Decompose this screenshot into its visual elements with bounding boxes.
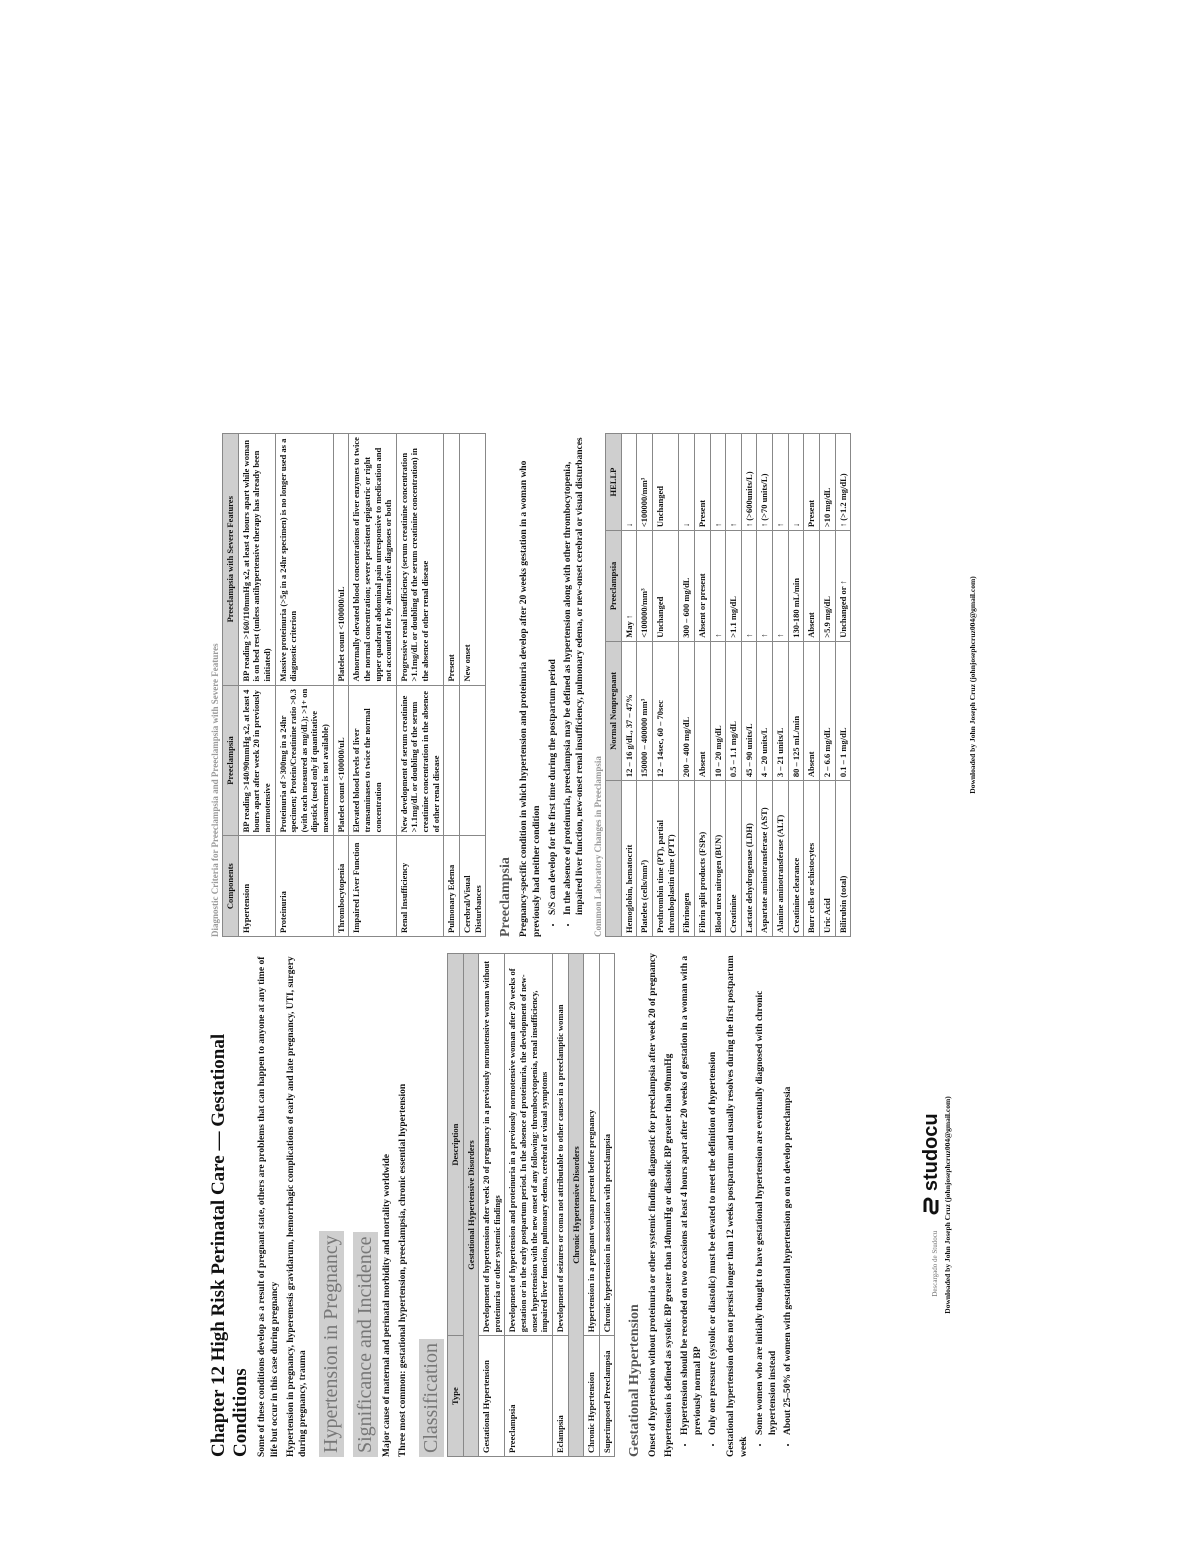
brand-name: studocu [920, 1113, 942, 1192]
cell: Progressive renal insufficiency (serum creatinine concentration >1.1mg/dL or doubling of the serum creatinine concentration) in the absence of other renal disease [396, 434, 444, 686]
table-header: Type [447, 1336, 463, 1457]
cell: 12 – 16 g/dL, 37 – 47% [621, 641, 637, 780]
heading-preeclampsia: Preeclampsia [498, 857, 514, 937]
cell: Platelet count <100000/uL [333, 434, 349, 686]
table-row [757, 434, 773, 937]
gh-bullets [679, 953, 719, 1457]
cell: ↑ [726, 434, 742, 531]
cell: Cerebral/Visual Disturbances [459, 836, 485, 937]
table-row [694, 434, 710, 937]
cell-type: Gestational Hypertension [479, 1336, 505, 1457]
cell: 0.5 – 1.1 mg/dL [726, 641, 742, 780]
cell: >1.1 mg/dL [726, 531, 742, 642]
table-caption-lab: Common Laboratory Changes in Preeclampsia [593, 756, 604, 937]
cell-type: Eclampsia [552, 1336, 568, 1457]
table-row [479, 954, 505, 1457]
cell: Uric Acid [819, 781, 835, 937]
cell: 150000 – 400000 mm³ [637, 641, 653, 780]
cell: Alanine aminotransferase (ALT) [773, 781, 789, 937]
cell-desc: Development of seizures or coma not attributable to other causes in a preeclamptic woman [552, 954, 568, 1336]
cell: Proteinuria [275, 836, 333, 937]
table-group: Chronic Hypertensive Disorders [568, 954, 584, 1457]
cell: ↑ [710, 531, 726, 642]
cell-type: Superimposed Preeclampsia [599, 1336, 615, 1457]
table-row [349, 434, 397, 937]
cell: ↑ (>70 units/L) [757, 434, 773, 531]
cell: ↓ [679, 434, 695, 531]
table-row [710, 434, 726, 937]
cell: Lactate dehydrogenase (LDH) [741, 781, 757, 937]
table-row [275, 434, 333, 937]
download-credit: Downloaded by John Joseph Cruz (johnjosephcruz004@gmail.com) [943, 1096, 952, 1314]
table-row [505, 954, 553, 1457]
cell: Impaired Liver Function [349, 836, 397, 937]
cell: Fibrinogen [679, 781, 695, 937]
heading-gestational-hypertension: Gestational Hypertension [627, 1304, 643, 1457]
page-footer-right [968, 425, 977, 945]
table-row [238, 434, 275, 937]
footer-note: Descargado de Studocu [931, 1230, 939, 1297]
cell: Proteinuria of >300mg in a 24hr specimen; Protein/Creatinine ratio >0.3 (with each measured as mg/dL); >1+ on dipstick (used only if quantitative measurement is not available) [275, 685, 333, 836]
cell-desc: Chronic hypertension in association with preeclampsia [599, 954, 615, 1336]
cell-desc: Hypertension in a pregnant woman present before pregnancy [584, 954, 600, 1336]
cell: Massive proteinuria (>5g in a 24hr specimen) is no longer used as a diagnostic criterion [275, 434, 333, 686]
table-row [773, 434, 789, 937]
cell: Unchanged [653, 434, 679, 531]
cell: >10 mg/dL [819, 434, 835, 531]
cell: Elevated blood levels of liver transaminases to twice the normal concentration [349, 685, 397, 836]
table-row [599, 954, 615, 1457]
cell: Hemoglobin, hematocrit [621, 781, 637, 937]
table-row [333, 434, 349, 937]
cell: Bilirubin (total) [835, 781, 851, 937]
lab-table-body [621, 434, 850, 937]
table-row [621, 434, 637, 937]
section-heading-significance: Significance and Incidence [353, 1232, 378, 1457]
section-heading-classification: Classification [419, 1339, 444, 1457]
list-item: • Some women who are initially thought to have gestational hypertension are eventually diagnosed with chronic hypertension instead [754, 953, 780, 1435]
cell: Fibrin split products (FSPs) [694, 781, 710, 937]
cell: 130-180 mL/min [788, 531, 804, 642]
cell-type: Preeclampsia [505, 1336, 553, 1457]
cell: 0.1 – 1 mg/dL [835, 641, 851, 780]
cell: ↑ [757, 531, 773, 642]
table-header: Preeclampsia with Severe Features [223, 434, 239, 686]
cell: ↓ [788, 434, 804, 531]
page-right [208, 425, 1008, 945]
cell: Present [694, 434, 710, 531]
table-header: Preeclampsia [606, 531, 622, 642]
table-row [741, 434, 757, 937]
table-row [788, 434, 804, 937]
cell: 45 – 90 units/L [741, 641, 757, 780]
cell: <100000/mm³ [637, 531, 653, 642]
table-row [653, 434, 679, 937]
pe-paragraph: Pregnancy-specific condition in which hypertension and proteinuria develop after 20 weeks gestation in a woman who previously had neither condition [519, 460, 542, 937]
cell: ↑ [710, 434, 726, 531]
cell: Renal Insufficiency [396, 836, 444, 937]
cell: May ↑ [621, 531, 637, 642]
cell: Present [804, 434, 820, 531]
section-heading-hypertension: Hypertension in Pregnancy [319, 1231, 344, 1457]
rotated-spread [208, 425, 1008, 1465]
table-row [804, 434, 820, 937]
cell: Blood urea nitrogen (BUN) [710, 781, 726, 937]
table-row [637, 434, 653, 937]
cell-type: Chronic Hypertension [584, 1336, 600, 1457]
lab-table [605, 433, 851, 937]
table-row [835, 434, 851, 937]
table-group: Gestational Hypertensive Disorders [463, 954, 479, 1457]
gh-paragraph: Hypertension is defined as systolic BP greater than 140mmHg or diastolic BP greater than 90mmHg [664, 1053, 675, 1457]
table-row [552, 954, 568, 1457]
cell [459, 685, 485, 836]
cell: 4 – 20 units/L [757, 641, 773, 780]
table-header: Preeclampsia [223, 685, 239, 836]
criteria-table [222, 433, 486, 937]
cell: >5.9 mg/dL [819, 531, 835, 642]
list-item: • In the absence of proteinuria, preeclampsia may be defined as hypertension along with other thrombocytopenia, impaired liver function, new-onset renal insufficiency, pulmonary edema, or new-onset cerebral or visual disturbances [562, 433, 588, 915]
table-header: Components [223, 836, 239, 937]
cell: New onset [459, 434, 485, 686]
cell: ↑ [773, 434, 789, 531]
cell: Creatinine clearance [788, 781, 804, 937]
gh-paragraph: Onset of hypertension without proteinuria or other systemic findings diagnostic for preeclampsia after week 20 of pregnancy [648, 953, 659, 1457]
table-row [726, 434, 742, 937]
cell: Creatinine [726, 781, 742, 937]
cell: Absent [804, 531, 820, 642]
cell: BP reading >140/90mmHg x2, at least 4 hours apart after week 20 in previously normotensive [238, 685, 275, 836]
pe-bullets [547, 433, 587, 937]
cell: 10 – 20 mg/dL [710, 641, 726, 780]
cell: Hypertension [238, 836, 275, 937]
cell: Burr cells or schistocytes [804, 781, 820, 937]
cell: 3 – 21 units/L [773, 641, 789, 780]
gh-paragraph: Gestational hypertension does not persist longer than 12 weeks postpartum and usually resolves during the first postpartum week [726, 955, 750, 1457]
cell: 80 – 125 mL/min [788, 641, 804, 780]
table-row [459, 434, 485, 937]
table-header [606, 781, 622, 937]
table-row [444, 434, 460, 937]
table-header: HELLP [606, 434, 622, 531]
list-item: • About 25–50% of women with gestational hypertension go on to develop preeclampsia [782, 953, 795, 1435]
cell: Absent or present [694, 531, 710, 642]
cell: ↑ [773, 531, 789, 642]
cell: 200 – 400 mg/dL [679, 641, 695, 780]
cell: BP reading >160/110mmHg x2, at least 4 hours apart while woman is on bed rest (unless antihypertensive therapy has already been initiated) [238, 434, 275, 686]
list-item: • Hypertension should be recorded on two occasions at least 4 hours apart after 20 weeks of gestation in a woman with a previously normal BP [679, 953, 705, 1435]
table-row [584, 954, 600, 1457]
cell: ↓ [621, 434, 637, 531]
cell: 300 – 600 mg/dL [679, 531, 695, 642]
cell: <100000/mm³ [637, 434, 653, 531]
classification-table [447, 953, 616, 1457]
table-row [819, 434, 835, 937]
cell: Thrombocytopenia [333, 836, 349, 937]
cell: ↑ (>600units/L) [741, 434, 757, 531]
cell-desc: Development of hypertension after week 20 of pregnancy in a previously normotensive woman without proteinuria or other systemic findings [479, 954, 505, 1336]
significance-text: Three most common: gestational hypertension, preeclampsia, chronic essential hypertension [398, 1083, 409, 1457]
list-item: • S/S can develop for the first time during the postpartum period [547, 433, 560, 915]
gh-bullets [754, 953, 794, 1457]
chapter-title: Chapter 12 High Risk Perinatal Care — Gestational Conditions [208, 1033, 251, 1457]
cell: 12 – 14sec, 60 – 70sec [653, 641, 679, 780]
intro-paragraph: Some of these conditions develop as a result of pregnant state, others are problems that can happen to anyone at any time of life but occur in this case during pregnancy [257, 956, 280, 1457]
cell: Unchanged or ↑ [835, 531, 851, 642]
cell: Prothrombin time (PT), partial thromboplastin time (PTT) [653, 781, 679, 937]
cell: New development of serum creatinine >1.1mg/dL or doubling of the serum creatinine concentration in the absence of other renal disease [396, 685, 444, 836]
table-row [396, 434, 444, 937]
cell [444, 685, 460, 836]
intro-paragraph: Hypertension in pregnancy, hyperemesis gravidarum, hemorrhagic complications of early and late pregnancy, UTI, surgery during pregnancy, trauma [285, 956, 309, 1457]
cell: Platelets (cells/mm³) [637, 781, 653, 937]
cell: Abnormally elevated blood concentrations of liver enzymes to twice the normal concentration; severe persistent epigastric or right upper quadrant abdominal pain unresponsive to medication and not accounted for by alternative diagnoses or both [349, 434, 397, 686]
cell: Absent [694, 641, 710, 780]
cell: Absent [804, 641, 820, 780]
page-footer [920, 945, 952, 1465]
table-row [679, 434, 695, 937]
download-credit: Downloaded by John Joseph Cruz (johnjosephcruz004@gmail.com) [968, 576, 977, 794]
cell: Pulmonary Edema [444, 836, 460, 937]
table-caption-criteria: Diagnostic Criteria for Preeclampsia and Preeclampsia with Severe Features [210, 643, 220, 937]
page-left [208, 945, 1008, 1465]
cell: Platelet count <100000/uL [333, 685, 349, 836]
cell: Aspartate aminotransferase (AST) [757, 781, 773, 937]
significance-text: Major cause of maternal and perinatal morbidity and mortality worldwide [382, 1153, 393, 1457]
table-header: Normal Nonpregnant [606, 641, 622, 780]
cell-desc: Development of hypertension and proteinuria in a previously normotensive woman after 20 weeks of gestation or in the early postpartum period. In the absence of proteinuria, the development of new-onset hypertension with the new onset of any following: thrombocytopenia, renal insufficiency, impaired liver function, pulmonary edema, cerebral or visual symptoms [505, 954, 553, 1336]
cell: Present [444, 434, 460, 686]
studocu-logo [920, 1113, 942, 1214]
list-item: • Only one pressure (systolic or diastolic) must be elevated to meet the definition of hypertension [707, 953, 720, 1435]
cell: Unchanged [653, 531, 679, 642]
table-header: Description [447, 954, 463, 1336]
cell: ↑ [741, 531, 757, 642]
cell: ↑ (>1.2 mg/dL) [835, 434, 851, 531]
studocu-logo-icon [922, 1197, 940, 1215]
cell: 2 – 6.6 mg/dL [819, 641, 835, 780]
